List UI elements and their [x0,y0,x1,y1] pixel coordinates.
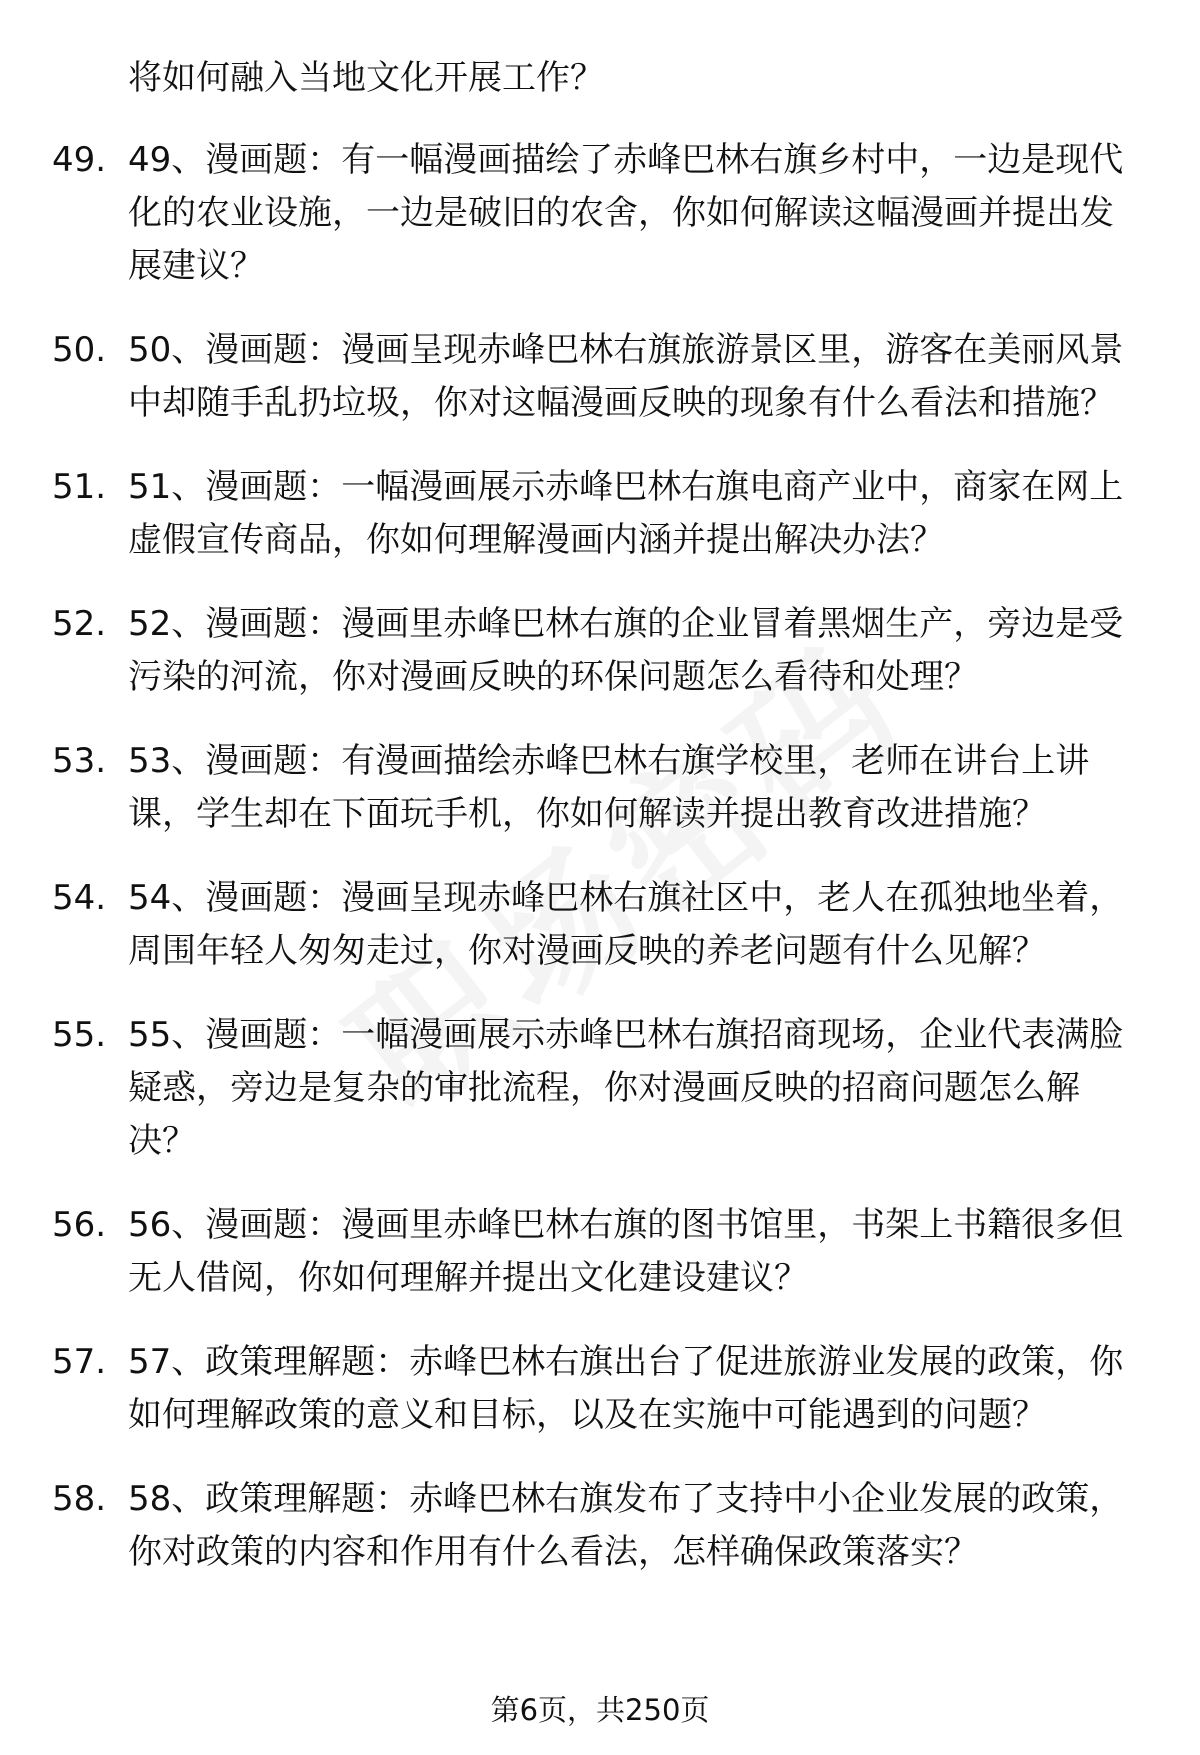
list-item [52,461,1152,567]
item-number: 58. [52,1479,107,1519]
item-number: 54. [52,878,107,918]
item-number: 49. [52,140,107,180]
item-text: 55、漫画题：一幅漫画展示赤峰巴林右旗招商现场，企业代表满脸疑惑，旁边是复杂的审批流程，你对漫画反映的招商问题怎么解决？ [128,1015,1124,1161]
list-item [52,735,1152,841]
item-text: 56、漫画题：漫画里赤峰巴林右旗的图书馆里，书架上书籍很多但无人借阅，你如何理解并提出文化建设建议？ [128,1205,1124,1298]
item-number: 56. [52,1205,107,1245]
list-item [52,1473,1152,1579]
item-number: 50. [52,330,107,370]
item-number: 51. [52,467,107,507]
item-text: 50、漫画题：漫画呈现赤峰巴林右旗旅游景区里，游客在美丽风景中却随手乱扔垃圾，你对这幅漫画反映的现象有什么看法和措施？ [128,330,1124,423]
question-list [52,52,1152,1610]
list-item [52,1336,1152,1442]
page-footer: 第6页，共250页 [490,1693,710,1727]
list-item [52,872,1152,978]
item-text: 51、漫画题：一幅漫画展示赤峰巴林右旗电商产业中，商家在网上虚假宣传商品，你如何理解漫画内涵并提出解决办法？ [128,467,1124,560]
item-text: 57、政策理解题：赤峰巴林右旗出台了促进旅游业发展的政策，你如何理解政策的意义和目标，以及在实施中可能遇到的问题？ [128,1342,1124,1435]
list-item [52,134,1152,293]
item-number: 52. [52,604,107,644]
list-item [52,598,1152,704]
item-text: 58、政策理解题：赤峰巴林右旗发布了支持中小企业发展的政策，你对政策的内容和作用有什么看法，怎样确保政策落实？ [128,1479,1124,1572]
item-number: 57. [52,1342,107,1382]
list-item [52,1009,1152,1168]
item-text: 54、漫画题：漫画呈现赤峰巴林右旗社区中，老人在孤独地坐着，周围年轻人匆匆走过，你对漫画反映的养老问题有什么见解？ [128,878,1124,971]
item-number: 53. [52,741,107,781]
item-text: 49、漫画题：有一幅漫画描绘了赤峰巴林右旗乡村中，一边是现代化的农业设施，一边是破旧的农舍，你如何解读这幅漫画并提出发展建议？ [128,140,1124,286]
list-item [52,1199,1152,1305]
item-text: 52、漫画题：漫画里赤峰巴林右旗的企业冒着黑烟生产，旁边是受污染的河流，你对漫画反映的环保问题怎么看待和处理？ [128,604,1124,697]
list-item [52,324,1152,430]
item-number: 55. [52,1015,107,1055]
item-text: 53、漫画题：有漫画描绘赤峰巴林右旗学校里，老师在讲台上讲课，学生却在下面玩手机，你如何解读并提出教育改进措施？ [128,741,1090,834]
continued-text: 将如何融入当地文化开展工作？ [128,58,604,98]
